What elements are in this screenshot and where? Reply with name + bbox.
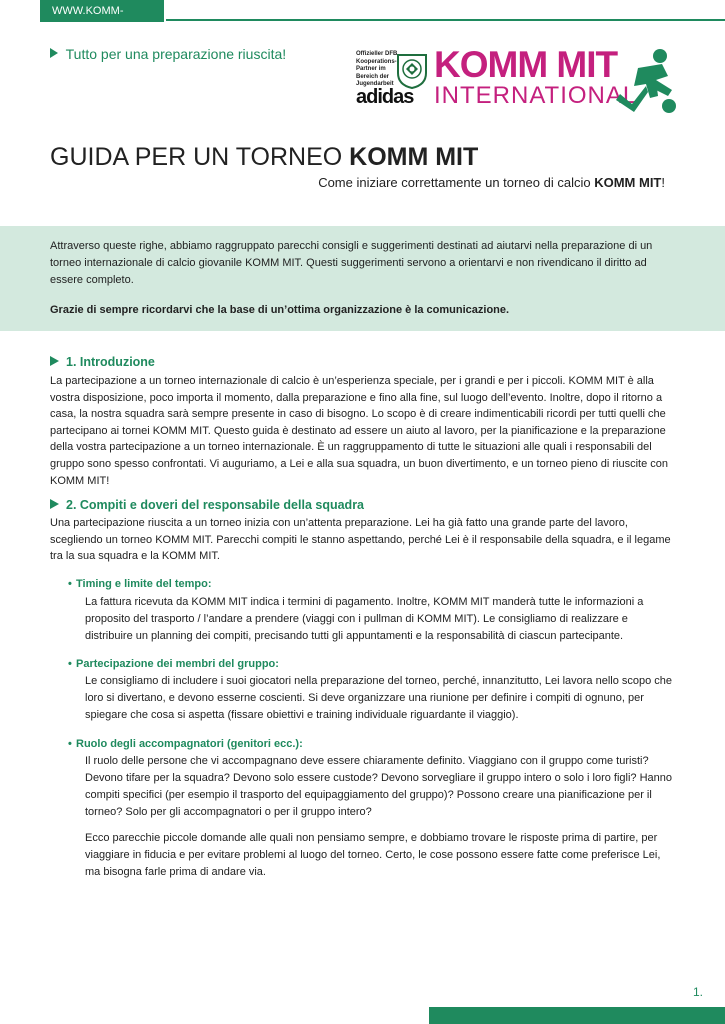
website-url[interactable]: WWW.KOMM-MIT.COM	[52, 5, 124, 39]
page-title	[50, 143, 478, 172]
subtitle-normal: Come iniziare correttamente un torneo di calcio	[318, 175, 595, 190]
bullet-text-companions-2: Ecco parecchie piccole domande alle quali non pensiamo sempre, e dobbiamo trovare le risposte prima di partire, per viaggiare in fiducia e per evitare problemi al luogo del torneo. Certo, le cose possono essere fatte come preferisce Lei, ma bisogna farle prima di andare via.	[85, 832, 661, 878]
bullet-text-timing: La fattura ricevuta da KOMM MIT indica i termini di pagamento. Inoltre, KOMM MIT manderà tutte le informazioni a proposito del trasporto / l’andare a prendere (viaggi con i pullman di KOMM MIT). Le consigliamo di realizzare e distribuire un planning dei compiti, precisando tutti gli appuntamenti e la responsabilità di ciascun partecipante.	[85, 596, 644, 642]
bullet-title-companions	[68, 738, 303, 750]
footer-bar	[429, 1007, 725, 1024]
bullet-dot-icon: •	[68, 578, 72, 590]
partner-line: Bereich der	[356, 73, 390, 80]
partner-line: Kooperations-	[356, 58, 397, 65]
partner-line: Jugendarbeit	[356, 81, 394, 87]
bullet-title-text: Timing e limite del tempo:	[76, 578, 212, 590]
intro-text: Attraverso queste righe, abbiamo raggruppato parecchi consigli e suggerimenti destinati ad aiutarvi nella preparazione di un torneo internazionale di calcio giovanile KOMM MIT. Questi suggerimenti servono a orientarvi e non rivendicano il diritto ad essere completo.	[50, 240, 653, 286]
subtitle-end: !	[661, 175, 665, 190]
bullet-dot-icon: •	[68, 658, 72, 670]
section-heading-text: 1. Introduzione	[66, 355, 155, 369]
intro-bold-text: Grazie di sempre ricordarvi che la base di un’ottima organizzazione è la comunicazione.	[50, 304, 510, 316]
bullet-title-text: Ruolo degli accompagnatori (genitori ecc.):	[76, 738, 303, 750]
tagline-text: Tutto per una preparazione riuscita!	[65, 46, 287, 62]
play-arrow-icon	[50, 499, 59, 509]
subtitle-bold: KOMM MIT	[594, 175, 662, 190]
soccer-player-icon	[612, 46, 678, 116]
bullet-text-companions: Il ruolo delle persone che vi accompagnano deve essere chiaramente definito. Viaggiano con il gruppo come turisti? Devono tifare per la squadra? Devono solo essere custode? Devono sorvegliare il gruppo intero o solo i loro figli? Hanno compiti specifici (per esempio il trasporto del equipaggiamento del gruppo)? Possono creare una pianificazione per il torneo? Solo per gli accompagnatori o per il gruppo intero?	[85, 755, 673, 818]
section-text-1: La partecipazione a un torneo internazionale di calcio è un’esperienza speciale, per i grandi e per i piccoli. KOMM MIT è alla vostra disposizione, poco importa il momento, dalla preparazione e fino alla fine, sul luogo dell’evento. Inoltre, dopo il ritorno a casa, la nostra squadra sarà sempre presente in caso di bisogno. Lo scopo è di creare indimenticabili ricordi per tutti quelli che partecipano ai tornei KOMM MIT. Questo guida è destinato ad essere un aiuto al lavoro, per la pianificazione e la preparazione della vostra partecipazione a un torneo internazionale. È un raggruppamento di tutte le situazioni alle quali i responsabili del gruppo sono spesso confrontati. Vi auguriamo, a Lei e alla sua squadra, un buon divertimento, e un torneo pieno di riuscite con KOMM MIT!	[50, 375, 669, 487]
section-heading-text: 2. Compiti e doveri del responsabile della squadra	[66, 498, 365, 512]
komm-mit-logo: KOMM MIT	[434, 44, 618, 85]
adidas-logo: adidas	[356, 86, 414, 108]
section-text-2: Una partecipazione riuscita a un torneo inizia con un’attenta preparazione. Lei ha già fatto una grande parte del lavoro, scegliendo un torneo KOMM MIT. Parecchi compiti le stanno aspettando, perché Lei è il responsabile della squadra, e il legame tra la sua squadra e la KOMM MIT.	[50, 517, 671, 563]
website-url-bar[interactable]	[40, 0, 164, 39]
title-bold: KOMM MIT	[349, 143, 479, 171]
international-logo: INTERNATIONAL	[434, 82, 638, 109]
section-heading-1	[50, 355, 155, 369]
bullet-dot-icon: •	[68, 738, 72, 750]
header-rule	[166, 19, 725, 21]
page-number: 1.	[692, 985, 703, 999]
bullet-title-members	[68, 658, 279, 670]
bullet-title-text: Partecipazione dei membri del gruppo:	[76, 658, 279, 670]
partner-line: Offizieller DFB	[356, 51, 398, 57]
bullet-text-members: Le consigliamo di includere i suoi giocatori nella preparazione del torneo, perché, innanzitutto, Lei lavora nello scopo che loro si divertano, e devono esserne coscienti. Si deve organizzare una riunione per definire i compiti di ognuno, per spiegare che cosa si aspetta (fissare obiettivi e training individuale riguardante il viaggio).	[85, 675, 673, 721]
tagline	[50, 46, 286, 62]
title-normal: GUIDA PER UN TORNEO	[50, 143, 350, 171]
play-arrow-icon	[50, 48, 58, 58]
dfb-emblem-icon	[396, 53, 428, 89]
page-subtitle	[318, 175, 665, 190]
partner-line: Partner im	[356, 66, 386, 72]
play-arrow-icon	[50, 356, 59, 366]
bullet-title-timing	[68, 578, 211, 590]
section-heading-2	[50, 498, 364, 512]
